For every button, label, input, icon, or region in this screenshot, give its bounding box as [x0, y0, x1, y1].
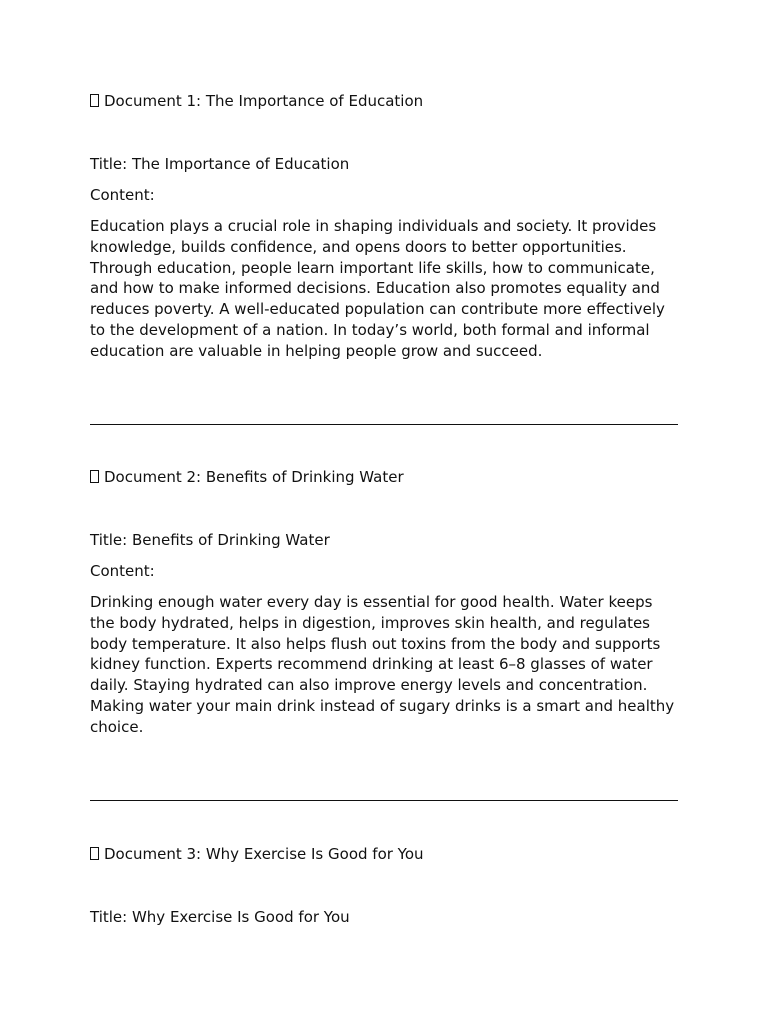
document-1-heading	[90, 91, 678, 111]
missing-glyph-icon	[90, 470, 99, 483]
document-2-content-label: Content:	[90, 562, 155, 580]
document-2-content: Drinking enough water every day is essential for good health. Water keeps the body hydrated, helps in digestion, improves skin health, and regulates body temperature. It also helps flush out toxins from the body and supports kidney function. Experts recommend drinking at least 6–8 glasses of water daily. Staying hydrated can also improve energy levels and concentration. Making water your main drink instead of sugary drinks is a smart and healthy choice.	[90, 593, 675, 736]
missing-glyph-icon	[90, 94, 99, 107]
document-1-content: Education plays a crucial role in shaping individuals and society. It provides knowledge, builds confidence, and opens doors to better opportunities. Through education, people learn important life skills, how to communicate, and how to make informed decisions. Education also promotes equality and reduces poverty. A well-educated population can contribute more effectively to the development of a nation. In today’s world, both formal and informal education are valuable in helping people grow and succeed.	[90, 217, 665, 360]
document-3-heading	[90, 844, 678, 864]
document-3-title: Title: Why Exercise Is Good for You	[90, 908, 350, 926]
section-divider-2	[90, 800, 678, 801]
document-1-content-label: Content:	[90, 186, 155, 204]
document-1-heading-text: Document 1: The Importance of Education	[104, 92, 424, 110]
document-3-heading-text: Document 3: Why Exercise Is Good for You	[104, 845, 424, 863]
document-1-title: Title: The Importance of Education	[90, 155, 350, 173]
document-2-title: Title: Benefits of Drinking Water	[90, 531, 330, 549]
missing-glyph-icon	[90, 847, 99, 860]
document-2-heading-text: Document 2: Benefits of Drinking Water	[104, 468, 404, 486]
section-divider-1	[90, 424, 678, 425]
document-2-heading	[90, 467, 678, 487]
